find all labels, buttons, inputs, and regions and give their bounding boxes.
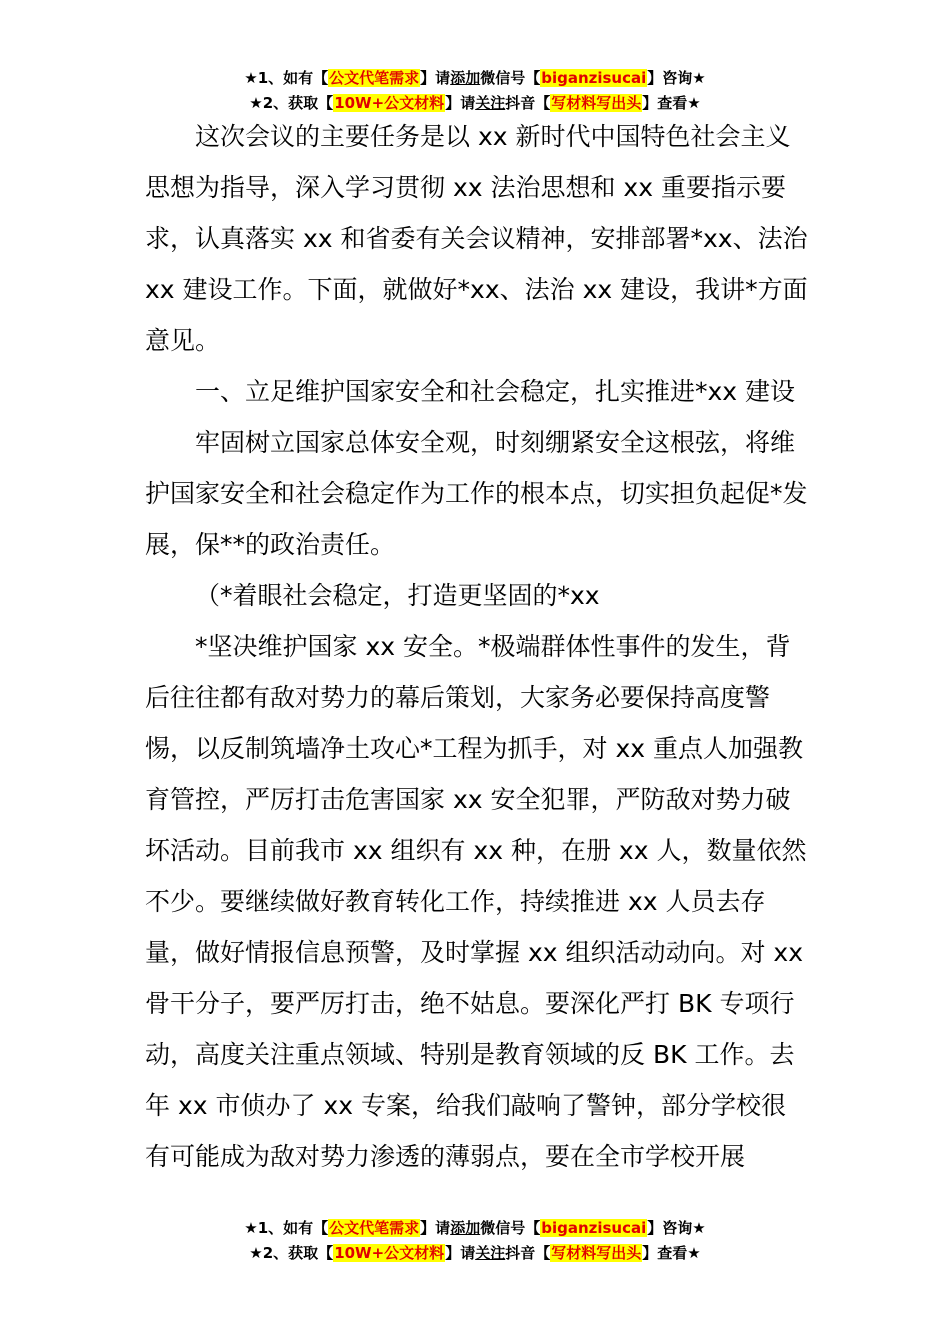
- banner-text: ★2、获取【: [249, 1244, 334, 1262]
- body-paragraph: *坚决维护国家 xx 安全。*极端群体性事件的发生，背后往往都有敌对势力的幕后策划，大家务必要保持高度警惕，以反制筑墙净土攻心*工程为抓手，对 xx 重点人加强教育管控，严厉打击危害国家 xx 安全犯罪，严防敌对势力破坏活动。目前我市 xx 组织有 xx 种，在册 xx 人，数量依然不少。要继续做好教育转化工作，持续推进 xx 人员去存量，做好情报信息预警，及时掌握 xx 组织活动动向。对 xx 骨干分子，要严厉打击，绝不姑息。要深化严打 BK 专项行动，高度关注重点领域、特别是教育领域的反 BK 工作。去年 xx 市侦办了 xx 专案，给我们敲响了警钟，部分学校很有可能成为敌对势力渗透的薄弱点，要在全市学校开展: [145, 632, 807, 1171]
- banner-text: 】请: [445, 1244, 476, 1262]
- body-paragraph: 牢固树立国家总体安全观，时刻绷紧安全这根弦，将维护国家安全和社会稳定作为工作的根本点，切实担负起促*发展，保**的政治责任。: [145, 428, 808, 559]
- document-body: [145, 111, 810, 1182]
- banner-text: 】咨询★: [647, 69, 706, 87]
- banner-underline: 关注: [475, 94, 506, 112]
- banner-line-1: [0, 1216, 950, 1241]
- banner-text: 】查看★: [642, 94, 701, 112]
- banner-line-1: [0, 66, 950, 91]
- banner-text: ★1、如有【: [244, 69, 329, 87]
- banner-text: 微信号【: [480, 69, 541, 87]
- banner-highlight: 公文代笔需求: [329, 1219, 420, 1237]
- banner-highlight: biganzisucai: [541, 1219, 647, 1237]
- banner-highlight: 公文代笔需求: [329, 69, 420, 87]
- banner-line-2: [0, 1241, 950, 1266]
- banner-text: 】请: [420, 69, 451, 87]
- banner-underline: 添加: [450, 69, 481, 87]
- banner-text: 抖音【: [505, 1244, 551, 1262]
- header-banner: [0, 66, 950, 116]
- banner-text: 】请: [445, 94, 476, 112]
- banner-underline: 添加: [450, 1219, 481, 1237]
- banner-text: 抖音【: [505, 94, 551, 112]
- banner-text: 】咨询★: [647, 1219, 706, 1237]
- banner-text: 】查看★: [642, 1244, 701, 1262]
- section-heading: 一、立足维护国家安全和社会稳定，扎实推进*xx 建设: [195, 377, 796, 406]
- intro-paragraph: 这次会议的主要任务是以 xx 新时代中国特色社会主义思想为指导，深入学习贯彻 xx 法治思想和 xx 重要指示要求，认真落实 xx 和省委有关会议精神，安排部署*xx、法治 xx 建设工作。下面，就做好*xx、法治 xx 建设，我讲*方面意见。: [145, 122, 808, 355]
- banner-highlight: 写材料写出头: [551, 94, 642, 112]
- banner-text: ★1、如有【: [244, 1219, 329, 1237]
- banner-highlight: biganzisucai: [541, 69, 647, 87]
- banner-highlight: 10W+公文材料: [334, 94, 445, 112]
- banner-highlight: 10W+公文材料: [334, 1244, 445, 1262]
- banner-text: ★2、获取【: [249, 94, 334, 112]
- footer-banner: [0, 1216, 950, 1266]
- banner-text: 微信号【: [480, 1219, 541, 1237]
- subsection-heading: （*着眼社会稳定，打造更坚固的*xx: [195, 581, 600, 610]
- banner-underline: 关注: [475, 1244, 506, 1262]
- banner-highlight: 写材料写出头: [551, 1244, 642, 1262]
- banner-text: 】请: [420, 1219, 451, 1237]
